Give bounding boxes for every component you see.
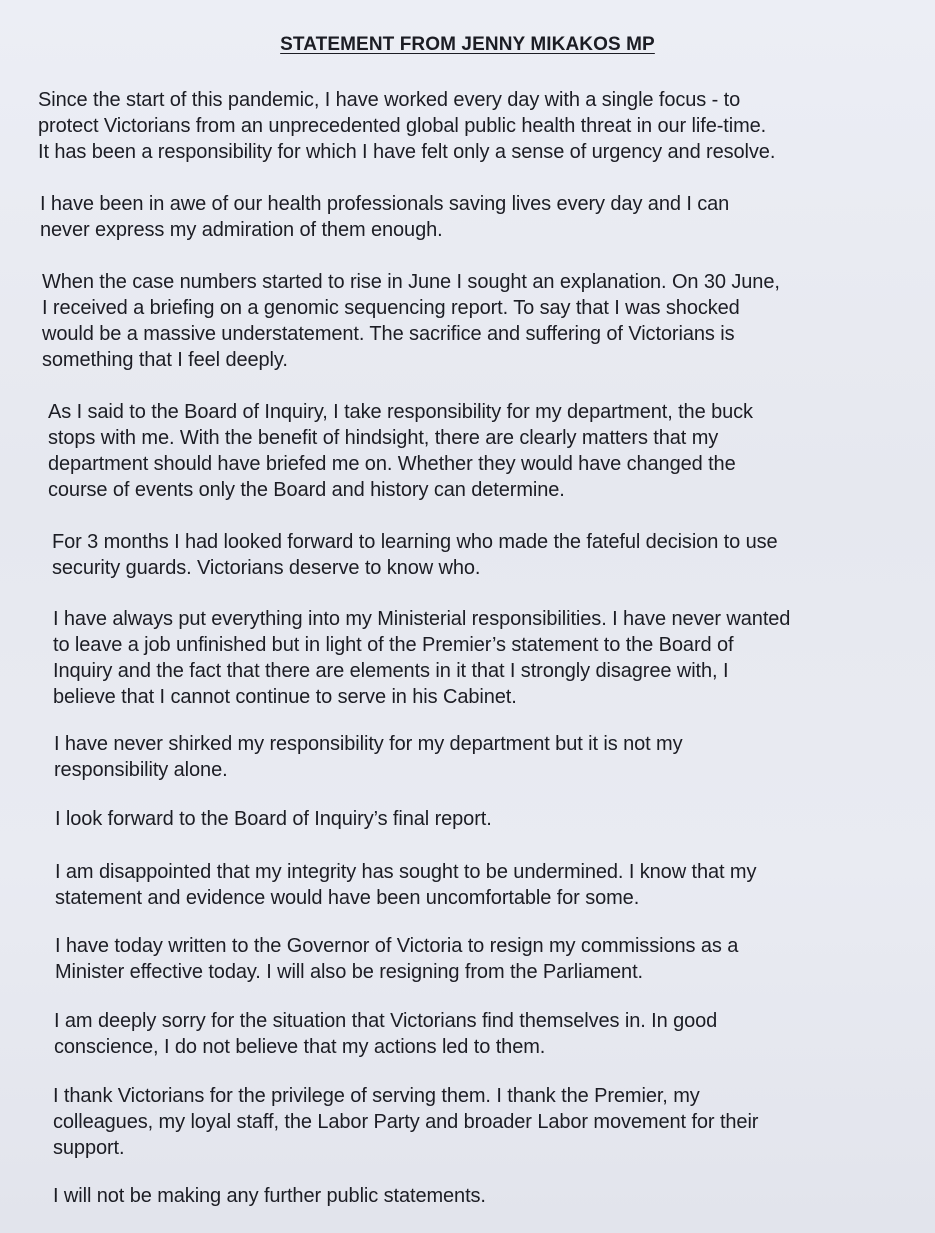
paragraph-13 (53, 1183, 486, 1209)
paragraph-line: stops with me. With the benefit of hindsight, there are clearly matters that my (48, 427, 719, 449)
paragraph-line: I have never shirked my responsibility for my department but it is not my (54, 733, 683, 755)
paragraph-11 (54, 1008, 717, 1060)
paragraph-4 (48, 399, 753, 503)
paragraph-line: I received a briefing on a genomic sequencing report. To say that I was shocked (42, 297, 740, 319)
paragraph-line: believe that I cannot continue to serve in his Cabinet. (53, 686, 517, 708)
paragraph-line: I have been in awe of our health professionals saving lives every day and I can (40, 193, 730, 215)
paragraph-line: It has been a responsibility for which I have felt only a sense of urgency and resolve. (38, 141, 776, 163)
paragraph-6 (53, 606, 790, 710)
paragraph-line: I have today written to the Governor of Victoria to resign my commissions as a (55, 935, 739, 957)
paragraph-line: security guards. Victorians deserve to know who. (52, 557, 481, 579)
paragraph-8 (55, 806, 492, 832)
statement-title: STATEMENT FROM JENNY MIKAKOS MP (280, 34, 655, 55)
paragraph-line: Since the start of this pandemic, I have worked every day with a single focus - to (38, 89, 741, 111)
paragraph-line: support. (53, 1137, 125, 1159)
paragraph-10 (55, 933, 738, 985)
paragraph-line: I am disappointed that my integrity has sought to be undermined. I know that my (55, 861, 757, 883)
paragraph-line: I have always put everything into my Ministerial responsibilities. I have never wanted (53, 608, 791, 630)
paragraph-line: statement and evidence would have been uncomfortable for some. (55, 887, 640, 909)
paragraph-line: something that I feel deeply. (42, 349, 288, 371)
paragraph-line: would be a massive understatement. The sacrifice and suffering of Victorians is (42, 323, 735, 345)
paragraph-line: to leave a job unfinished but in light of the Premier’s statement to the Board of (53, 634, 734, 656)
paragraph-line: I will not be making any further public statements. (53, 1185, 486, 1207)
paragraph-line: I look forward to the Board of Inquiry’s final report. (55, 808, 492, 830)
paragraph-line: I am deeply sorry for the situation that Victorians find themselves in. In good (54, 1010, 718, 1032)
paragraph-line: Minister effective today. I will also be resigning from the Parliament. (55, 961, 643, 983)
paragraph-line: protect Victorians from an unprecedented global public health threat in our life-time. (38, 115, 767, 137)
paragraph-line: colleagues, my loyal staff, the Labor Party and broader Labor movement for their (53, 1111, 759, 1133)
paragraph-line: For 3 months I had looked forward to learning who made the fateful decision to use (52, 531, 778, 553)
paragraph-line: As I said to the Board of Inquiry, I take responsibility for my department, the buck (48, 401, 753, 423)
paragraph-line: course of events only the Board and history can determine. (48, 479, 565, 501)
paragraph-line: Inquiry and the fact that there are elements in it that I strongly disagree with, I (53, 660, 729, 682)
paragraph-line: I thank Victorians for the privilege of serving them. I thank the Premier, my (53, 1085, 700, 1107)
paragraph-12 (53, 1083, 758, 1161)
paragraph-line: responsibility alone. (54, 759, 228, 781)
paragraph-line: never express my admiration of them enough. (40, 219, 443, 241)
paragraph-line: When the case numbers started to rise in June I sought an explanation. On 30 June, (42, 271, 780, 293)
paragraph-9 (55, 859, 756, 911)
paragraph-line: department should have briefed me on. Whether they would have changed the (48, 453, 736, 475)
paragraph-5 (52, 529, 778, 581)
paragraph-line: conscience, I do not believe that my actions led to them. (54, 1036, 546, 1058)
paragraph-3 (42, 269, 780, 373)
paragraph-7 (54, 731, 683, 783)
paragraph-1 (38, 87, 775, 165)
paragraph-2 (40, 191, 729, 243)
